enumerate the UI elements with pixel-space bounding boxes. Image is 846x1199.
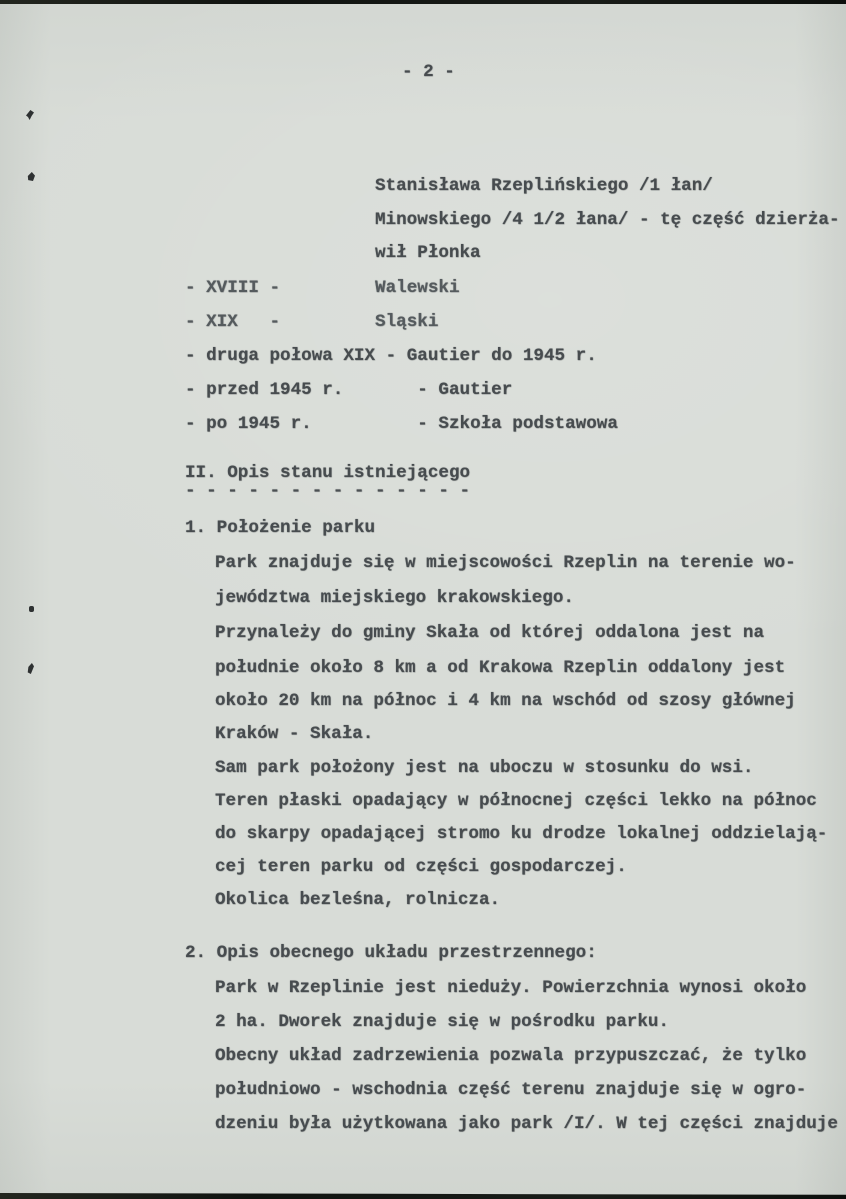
body-line: do skarpy opadającej stromo ku drodze lokalnej oddzielają-	[215, 824, 828, 844]
ownership-entry: - po 1945 r. - Szkoła podstawowa	[185, 414, 618, 434]
body-line: jewództwa miejskiego krakowskiego.	[215, 588, 574, 608]
ink-speck	[29, 606, 34, 612]
body-line: południowo - wschodnia część terenu znajduje się w ogro-	[215, 1080, 807, 1100]
text-line: Stanisława Rzeplińskiego /1 łan/	[375, 176, 713, 196]
ink-speck	[27, 663, 34, 674]
body-line: Przynależy do gminy Skała od której oddalona jest na	[215, 623, 765, 643]
body-line: Obecny układ zadrzewienia pozwala przypuszczać, że tylko	[215, 1046, 807, 1066]
body-line: około 20 km na północ i 4 km na wschód od szosy głównej	[215, 691, 796, 711]
body-line: Teren płaski opadający w północnej części lekko na północ	[215, 791, 817, 811]
scan-edge-bottom	[0, 1193, 846, 1199]
section-heading: II. Opis stanu istniejącego	[185, 463, 471, 483]
body-line: Kraków - Skała.	[215, 724, 374, 744]
text-line: Minowskiego /4 1/2 łana/ - tę część dzierża-	[375, 210, 840, 230]
body-line: Sam park położony jest na uboczu w stosunku do wsi.	[215, 758, 754, 778]
page-number: - 2 -	[402, 62, 455, 82]
body-line: 2 ha. Dworek znajduje się w pośrodku parku.	[215, 1012, 669, 1032]
body-line: cej teren parku od części gospodarczej.	[215, 857, 627, 877]
ink-speck	[26, 110, 34, 120]
body-line: Park znajduje się w miejscowości Rzeplin na terenie wo-	[215, 553, 796, 573]
item-1-heading: 1. Położenie parku	[185, 518, 376, 538]
text-line: wił Płonka	[375, 243, 481, 263]
item-2-heading: 2. Opis obecnego układu przestrzennego:	[185, 943, 597, 963]
ink-speck	[27, 172, 35, 181]
body-line: dzeniu była użytkowana jako park /I/. W tej części znajduje	[215, 1114, 838, 1134]
ownership-entry: - druga połowa XIX - Gautier do 1945 r.	[185, 346, 597, 366]
body-line: Okolica bezleśna, rolnicza.	[215, 890, 501, 910]
body-line: Park w Rzeplinie jest nieduży. Powierzchnia wynosi około	[215, 978, 807, 998]
scan-edge-top	[0, 0, 846, 4]
ownership-entry: - XVIII - Walewski	[185, 278, 460, 298]
body-line: południe około 8 km a od Krakowa Rzeplin oddalony jest	[215, 658, 786, 678]
section-heading-underline: - - - - - - - - - - - - - -	[185, 481, 471, 501]
ownership-entry: - XIX - Sląski	[185, 312, 439, 332]
ownership-entry: - przed 1945 r. - Gautier	[185, 380, 513, 400]
